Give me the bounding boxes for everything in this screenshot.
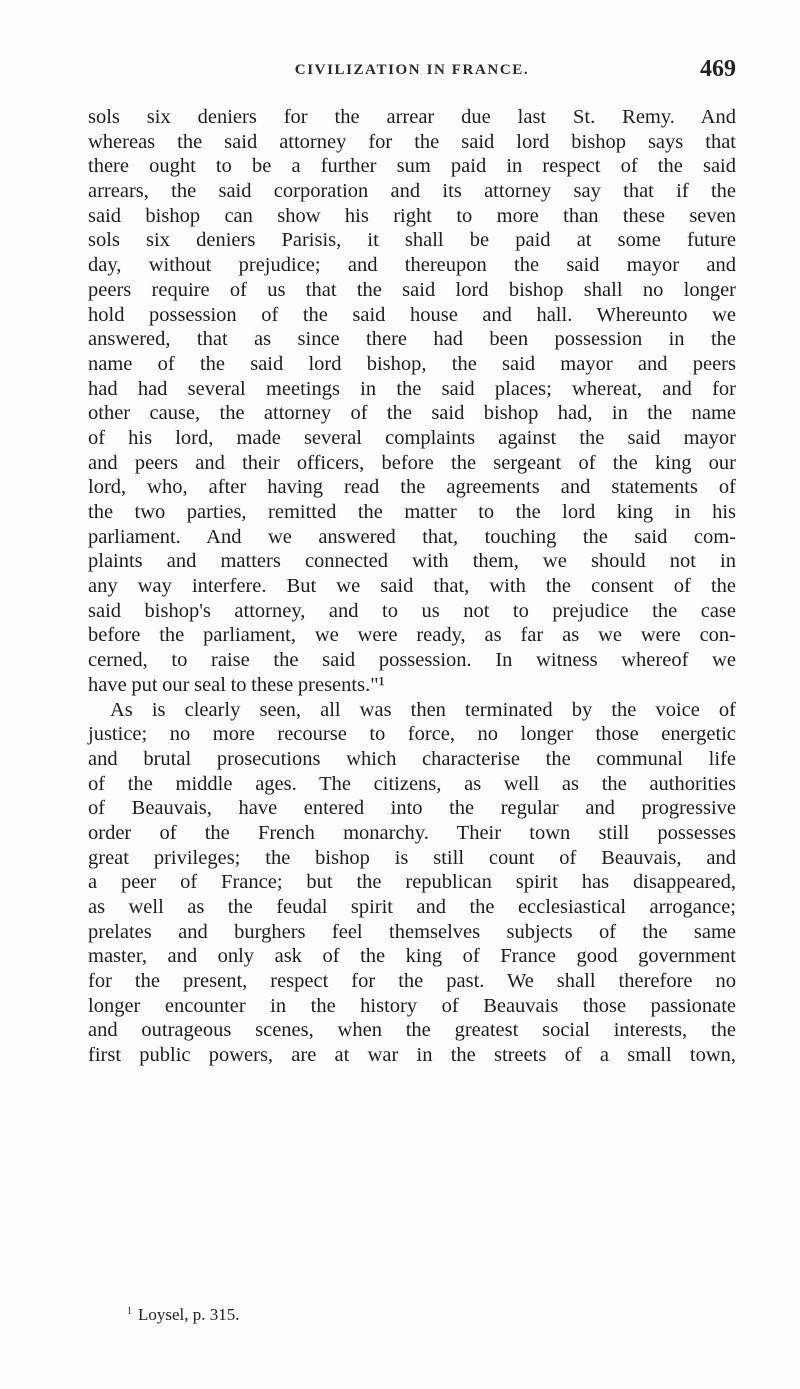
text-line: sols six deniers Parisis, it shall be paid at some future bbox=[88, 229, 736, 252]
text-line: whereas the said attorney for the said lord bishop says that bbox=[88, 130, 736, 153]
text-line: master, and only ask of the king of France good government bbox=[88, 945, 736, 968]
text-line: parliament. And we answered that, touching the said com- bbox=[88, 525, 736, 548]
text-line: name of the said lord bishop, the said mayor and peers bbox=[88, 352, 736, 375]
text-line: longer encounter in the history of Beauvais those passionate bbox=[88, 994, 736, 1017]
text-line: cerned, to raise the said possession. In witness whereof we bbox=[88, 649, 736, 672]
footnote-text: Loysel, p. 315. bbox=[138, 1305, 240, 1324]
text-line: other cause, the attorney of the said bishop had, in the name bbox=[88, 402, 736, 425]
text-line: before the parliament, we were ready, as far as we were con- bbox=[88, 624, 736, 647]
text-line: peers require of us that the said lord bishop shall no longer bbox=[88, 278, 736, 301]
text-line: prelates and burghers feel themselves subjects of the same bbox=[88, 920, 736, 943]
text-line-paragraph-start: As is clearly seen, all was then terminated by the voice of bbox=[110, 698, 736, 721]
text-line: answered, that as since there had been possession in the bbox=[88, 328, 736, 351]
text-line: of his lord, made several complaints against the said mayor bbox=[88, 426, 736, 449]
running-title: CIVILIZATION IN FRANCE. bbox=[294, 62, 530, 78]
footnote-marker: 1 bbox=[127, 1306, 132, 1317]
text-line: arrears, the said corporation and its attorney say that if the bbox=[88, 180, 736, 203]
text-line: plaints and matters connected with them, we should not in bbox=[88, 550, 736, 573]
text-line: as well as the feudal spirit and the ecclesiastical arrogance; bbox=[88, 896, 736, 918]
text-line-paragraph-end: have put our seal to these presents."¹ bbox=[88, 673, 385, 696]
text-line: a peer of France; but the republican spirit has disappeared, bbox=[88, 871, 736, 894]
text-line: and brutal prosecutions which characterise the communal life bbox=[88, 747, 736, 770]
page-number: 469 bbox=[700, 56, 736, 82]
text-line: order of the French monarchy. Their town still possesses bbox=[88, 821, 736, 844]
text-line: had had several meetings in the said places; whereat, and for bbox=[88, 377, 736, 400]
text-line: of Beauvais, have entered into the regular and progressive bbox=[88, 797, 736, 820]
text-line: for the present, respect for the past. We shall therefore no bbox=[88, 970, 736, 993]
text-line: said bishop's attorney, and to us not to prejudice the case bbox=[88, 599, 736, 622]
text-line: there ought to be a further sum paid in respect of the said bbox=[88, 155, 736, 178]
text-line: and peers and their officers, before the sergeant of the king our bbox=[88, 451, 736, 474]
text-line: the two parties, remitted the matter to the lord king in his bbox=[88, 501, 736, 523]
text-line: day, without prejudice; and thereupon the said mayor and bbox=[88, 254, 736, 277]
text-line: lord, who, after having read the agreements and statements of bbox=[88, 476, 736, 499]
body-text bbox=[88, 105, 736, 1068]
text-line: great privileges; the bishop is still count of Beauvais, and bbox=[88, 846, 736, 869]
text-line: said bishop can show his right to more than these seven bbox=[88, 204, 736, 227]
footnote bbox=[127, 1305, 240, 1325]
text-line: sols six deniers for the arrear due last St. Remy. And bbox=[88, 106, 736, 128]
text-line: hold possession of the said house and hall. Whereunto we bbox=[88, 303, 736, 326]
text-line: first public powers, are at war in the streets of a small town, bbox=[88, 1044, 736, 1067]
text-line: any way interfere. But we said that, with the consent of the bbox=[88, 575, 736, 598]
text-line: of the middle ages. The citizens, as well as the authorities bbox=[88, 772, 736, 795]
text-line: justice; no more recourse to force, no longer those energetic bbox=[88, 723, 736, 746]
text-line: and outrageous scenes, when the greatest social interests, the bbox=[88, 1019, 736, 1042]
running-head bbox=[88, 56, 736, 86]
